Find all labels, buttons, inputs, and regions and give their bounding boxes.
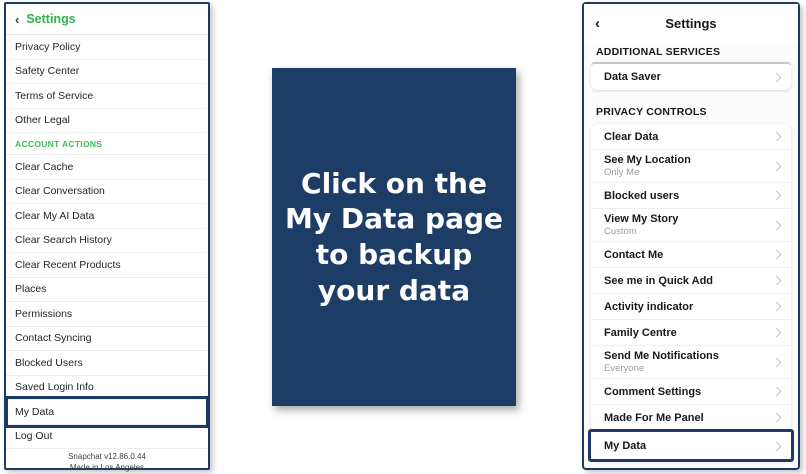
row-my-data[interactable] [591,431,791,461]
back-chevron-icon[interactable]: ‹ [15,11,20,27]
item-label: Places [15,283,47,296]
row-label: Made For Me Panel [604,411,704,424]
version-text: Snapchat v12.86.0.44 [68,452,146,461]
row-label: Comment Settings [604,385,702,398]
row-label: Clear Data [604,130,659,143]
section-privacy-controls: PRIVACY CONTROLS [596,106,707,118]
item-other-legal[interactable] [6,109,208,134]
item-clear-conversation[interactable] [6,180,208,205]
right-settings-screen [582,2,800,470]
row-blocked-users[interactable] [591,183,791,209]
page-title: Settings [665,15,717,31]
right-settings-header [584,4,798,42]
row-made-for-me-panel[interactable] [591,405,791,431]
banner-line: to backup [315,238,473,271]
item-label: Saved Login Info [15,381,94,394]
additional-services-card [591,62,791,90]
item-clear-cache[interactable] [6,155,208,180]
left-settings-screen [4,2,210,470]
row-label: My Data [604,440,647,452]
row-label: View My Story [604,212,679,225]
item-safety-center[interactable] [6,60,208,85]
banner-line: My Data page [285,202,503,236]
item-terms-of-service[interactable] [6,84,208,109]
row-comment-settings[interactable] [591,379,791,405]
made-in-text: Made in Los Angeles [69,462,145,472]
row-label: Contact Me [604,248,664,261]
item-label: Clear My AI Data [15,209,95,222]
row-activity-indicator[interactable] [591,294,791,320]
chevron-right-icon [772,302,782,312]
item-label: Clear Search History [15,234,112,247]
row-label: Blocked users [604,189,680,202]
item-label: Privacy Policy [15,40,81,53]
item-label: My Data [15,405,55,418]
row-label: See me in Quick Add [604,274,714,287]
privacy-controls-card [591,124,791,461]
banner-line: your data [317,273,471,307]
row-contact-me[interactable] [591,242,791,268]
row-label: Activity indicator [604,300,694,313]
chevron-right-icon [772,250,782,260]
chevron-right-icon [772,220,782,230]
item-log-out[interactable] [6,425,208,450]
row-value: Custom [604,226,637,238]
section-additional-services: ADDITIONAL SERVICES [596,46,721,58]
page-title: Settings [26,12,76,26]
row-clear-data[interactable] [591,124,791,150]
item-saved-login-info[interactable] [6,376,208,401]
chevron-right-icon [772,276,782,286]
chevron-right-icon [772,441,782,451]
left-settings-header [6,4,208,35]
item-label: Blocked Users [15,356,83,369]
item-label: Clear Conversation [15,185,105,198]
row-data-saver[interactable] [591,64,791,90]
item-label: Terms of Service [15,89,94,102]
item-clear-my-ai-data[interactable] [6,204,208,229]
chevron-right-icon [772,191,782,201]
chevron-right-icon [772,413,782,423]
section-account-actions [6,133,208,155]
row-send-me-notifications[interactable] [591,346,791,379]
item-contact-syncing[interactable] [6,327,208,352]
item-label: Other Legal [15,114,70,127]
row-label: Data Saver [604,71,661,83]
item-permissions[interactable] [6,302,208,327]
chevron-right-icon [772,387,782,397]
banner-text [285,166,503,308]
item-privacy-policy[interactable] [6,35,208,60]
chevron-right-icon [772,161,782,171]
row-see-me-in-quick-add[interactable] [591,268,791,294]
chevron-right-icon [772,132,782,142]
instruction-banner [272,68,516,406]
chevron-right-icon [772,72,782,82]
back-chevron-icon[interactable]: ‹ [595,14,600,32]
item-clear-search-history[interactable] [6,229,208,254]
item-clear-recent-products[interactable] [6,253,208,278]
chevron-right-icon [772,357,782,367]
item-label: Permissions [15,307,73,320]
row-value: Everyone [604,363,645,375]
item-my-data[interactable] [6,400,208,425]
item-label: Safety Center [15,65,80,78]
row-label: Send Me Notifications [604,349,719,362]
item-label: Clear Cache [15,160,74,173]
banner-line: Click on the [301,166,487,200]
row-family-centre[interactable] [591,320,791,346]
chevron-right-icon [772,328,782,338]
item-label: Log Out [15,430,53,443]
row-value: Only Me [604,167,640,179]
row-label: See My Location [604,153,691,166]
row-see-my-location[interactable] [591,150,791,183]
row-label: Family Centre [604,326,677,339]
app-version-footer [6,449,208,473]
item-blocked-users[interactable] [6,351,208,376]
item-label: Contact Syncing [15,332,92,345]
item-places[interactable] [6,278,208,303]
row-view-my-story[interactable] [591,209,791,242]
item-label: Clear Recent Products [15,258,121,271]
section-label: ACCOUNT ACTIONS [15,138,103,149]
